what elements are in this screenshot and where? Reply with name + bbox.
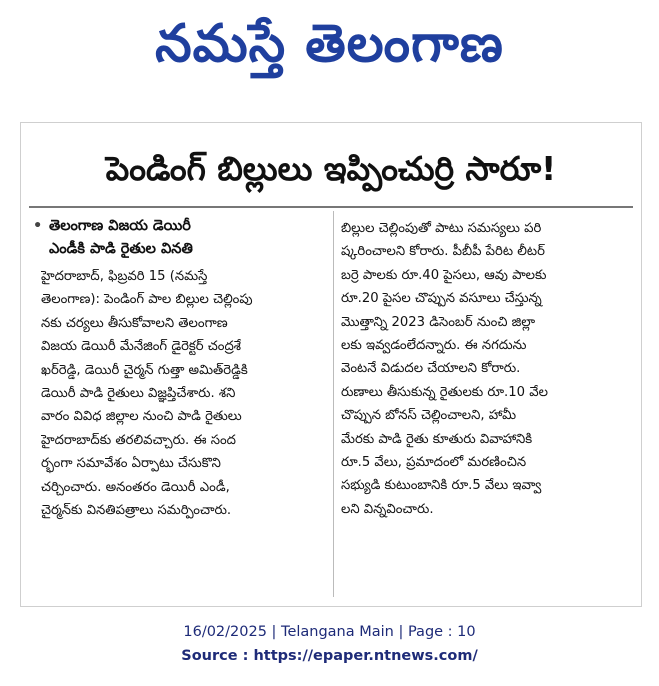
column-1-line: ర్భంగా సమావేశం ఏర్పాటు చేసుకొని [41,456,221,472]
column-1-line: ఖర్‌రెడ్డి, డెయిరీ చైర్మన్ గుత్తా అమిత్‌రెడ్డికి [41,362,248,378]
footer-date-edition-page: 16/02/2025 | Telangana Main | Page : 10 [183,624,476,640]
column-1-line: హైదరాబాద్‌కు తరలివచ్చారు. ఈ సంద [41,432,236,448]
column-1-line: నకు చర్యలు తీసుకోవాలని తెలంగాణ [41,315,228,331]
column-1-line: విజయ డెయిరీ మేనేజింగ్ డైరెక్టర్ చంద్రశే [41,339,242,355]
column-2-line: మేరకు పాడి రైతు కూతురు వివాహానికి [341,431,533,447]
newspaper-masthead [0,8,659,80]
column-1-line: డెయిరీ పాడి రైతులు విజ్ఞప్తిచేశారు. శని [41,385,236,401]
column-2-line: సభ్యుడి కుటుంబానికి రూ.5 వేలు ఇవ్వా [341,478,542,494]
column-2-line: బర్రె పాలకు రూ.40 పైసలు, ఆవు పాలకు [341,267,547,283]
column-2-line: బిల్లుల చెల్లింపుతో పాటు సమస్యలు పరి [341,221,542,236]
column-2-line: మొత్తాన్ని 2023 డిసెంబర్ నుంచి జిల్లా [341,314,536,330]
column-2-line: రూ.20 పైసల చొప్పున వసూలు చేస్తున్న [341,291,542,307]
article-column-1 [41,265,329,522]
column-divider [333,211,334,597]
footer-source: Source : https://epaper.ntnews.com/ [181,648,478,664]
article-column-2 [341,217,637,521]
column-2-line: చొప్పున బోనస్ చెల్లించాలని, హామీ [341,408,517,424]
column-1-line: హైదరాబాద్, ఫిబ్రవరి 15 (నమస్తే [41,269,208,284]
column-1-line: చర్చించారు. అనంతరం డెయిరీ ఎండీ, [41,479,230,495]
masthead-title: నమస్తే తెలంగాణ [155,14,504,74]
column-2-line: లని విన్నవించారు. [341,501,434,517]
column-2-line: లకు ఇవ్వడంలేదన్నారు. ఈ నగదును [341,337,527,353]
article-clipping [20,122,642,607]
column-2-line: రూ.5 వేలు, ప్రమాదంలో మరణించిన [341,454,527,470]
subhead-line-2: ఎండీకి పాడి రైతుల వినతి [49,241,193,257]
article-headline: పెండింగ్ బిల్లులు ఇప్పించుర్రి సారూ! [105,149,557,188]
headline-divider [29,206,633,208]
column-2-line: రుణాలు తీసుకున్న రైతులకు రూ.10 వేల [341,384,548,400]
column-1-line: వారం వివిధ జిల్లాల నుంచి పాడి రైతులు [41,409,242,425]
column-1-line: తెలంగాణ): పెండింగ్ పాల బిల్లుల చెల్లింపు [41,292,253,308]
article-subhead [33,215,323,261]
column-2-line: వెంటనే విడుదల చేయాలని కోరారు. [341,361,521,377]
subhead-bullet: • [33,218,43,234]
column-2-line: ష్కరించాలని కోరారు. పీబీపీ పేరిట లీటర్ [341,244,545,260]
column-1-line: చైర్మన్‌కు వినతిపత్రాలు సమర్పించారు. [41,502,232,518]
subhead-line-1: తెలంగాణ విజయ డెయిరీ [49,218,191,234]
